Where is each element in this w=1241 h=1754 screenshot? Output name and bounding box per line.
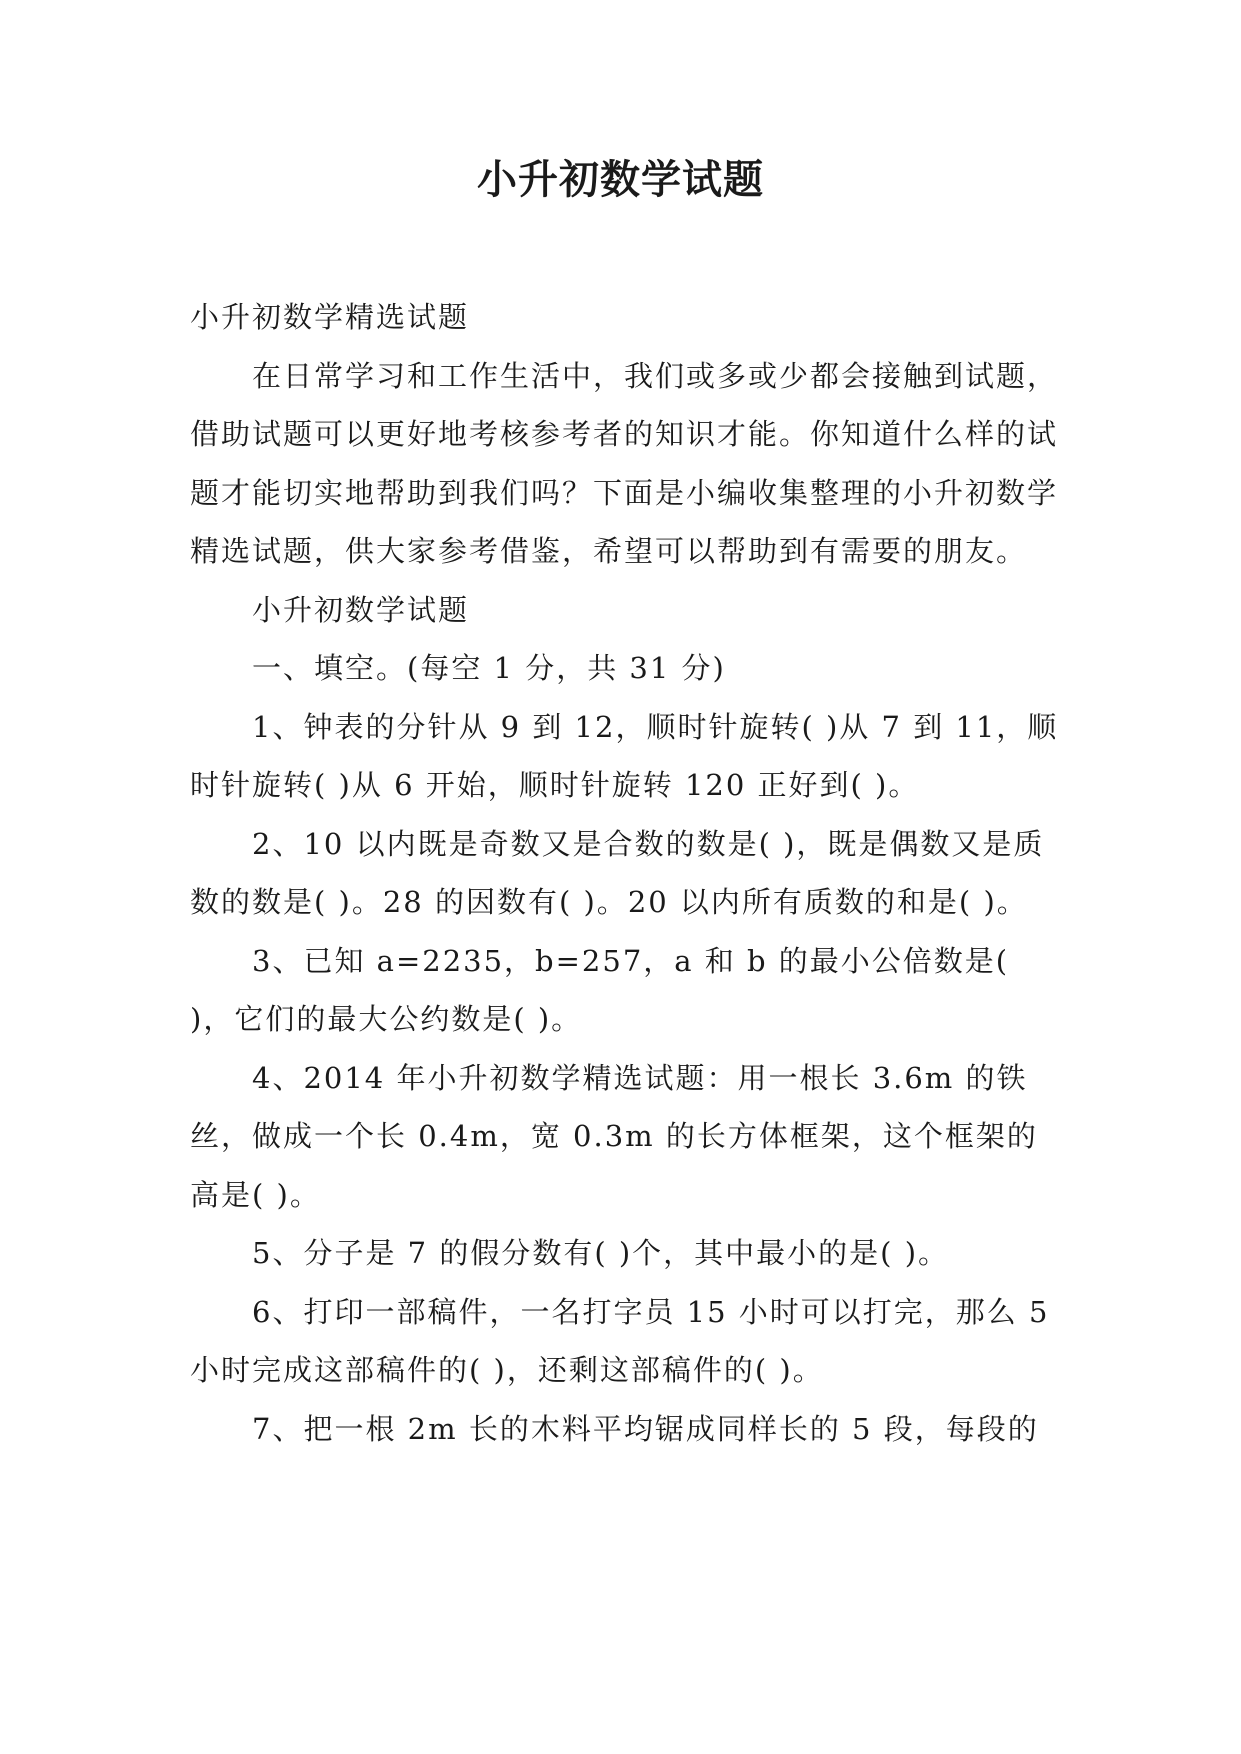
intro-paragraph: 在日常学习和工作生活中，我们或多或少都会接触到试题，借助试题可以更好地考核参考者的知识才能。你知道什么样的试题才能切实地帮助到我们吗？下面是小编收集整理的小升初数学精选试题，供大家参考借鉴，希望可以帮助到有需要的朋友。: [190, 358, 1059, 568]
question-6: 6、打印一部稿件，一名打字员 15 小时可以打完，那么 5 小时完成这部稿件的( )，还剩这部稿件的( )。: [190, 1294, 1050, 1387]
question-1: 1、钟表的分针从 9 到 12，顺时针旋转( )从 7 到 11，顺时针旋转( )从 6 开始，顺时针旋转 120 正好到( )。: [190, 709, 1059, 802]
question-2: 2、10 以内既是奇数又是合数的数是( )，既是偶数又是质数的数是( )。28 的因数有( )。20 以内所有质数的和是( )。: [190, 826, 1045, 919]
subtitle-paragraph: 小升初数学精选试题: [190, 300, 470, 334]
question-7: 7、把一根 2m 长的木料平均锯成同样长的 5 段，每段的: [252, 1411, 1039, 1446]
question-4: 4、2014 年小升初数学精选试题：用一根长 3.6m 的铁丝，做成一个长 0.4m，宽 0.3m 的长方体框架，这个框架的高是( )。: [190, 1060, 1038, 1212]
question-5: 5、分子是 7 的假分数有( )个，其中最小的是( )。: [252, 1236, 950, 1270]
part-heading: 一、填空。(每空 1 分，共 31 分): [252, 651, 726, 685]
question-3: 3、已知 a=2235，b=257，a 和 b 的最小公倍数是( )，它们的最大公约数是( )。: [190, 943, 1010, 1036]
document-title: 小升初数学试题: [477, 156, 764, 203]
document-body: [190, 288, 1060, 1458]
section-heading: 小升初数学试题: [252, 592, 470, 627]
